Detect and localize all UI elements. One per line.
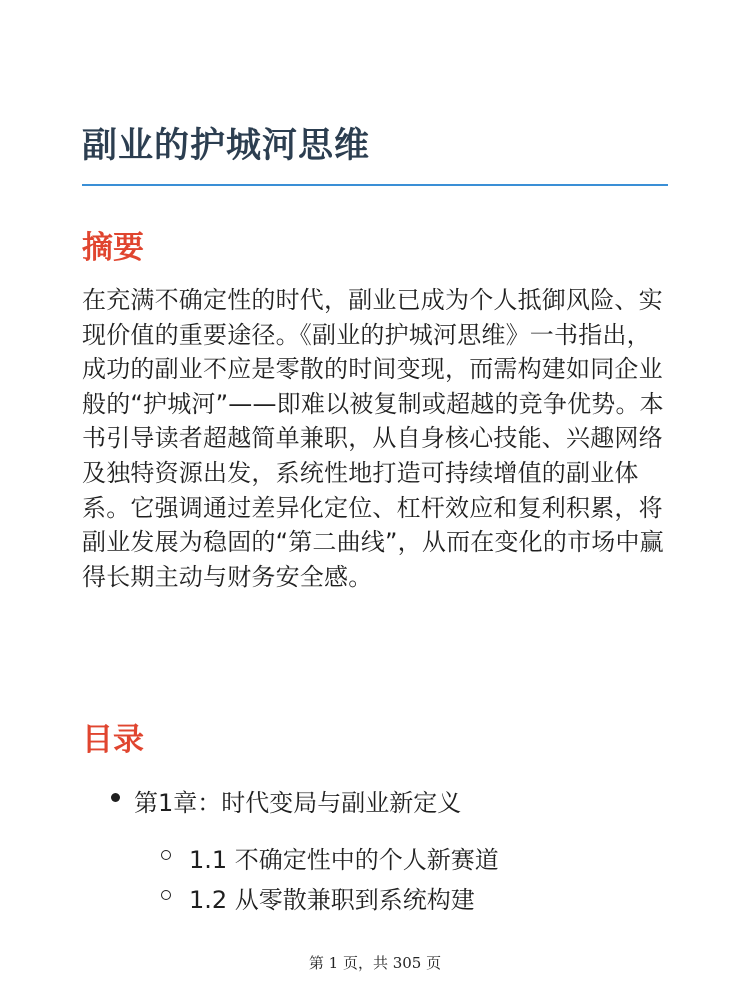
document-title: 副业的护城河思维 [82, 126, 371, 166]
filled-disc-bullet-icon [111, 793, 120, 802]
toc-item-label: 1.2 从零散兼职到系统构建 [189, 886, 475, 914]
toc-item-label: 第1章：时代变局与副业新定义 [134, 789, 462, 817]
title-divider [82, 184, 668, 186]
toc-heading: 目录 [82, 722, 144, 758]
summary-paragraph: 在充满不确定性的时代，副业已成为个人抵御风险、实现价值的重要途径。《副业的护城河思维》一书指出，成功的副业不应是零散的时间变现，而需构建如同企业般的“护城河”——即难以被复制或超越的竞争优势。本书引导读者超越简单兼职，从自身核心技能、兴趣网络及独特资源出发，系统性地打造可持续增值的副业体系。它强调通过差异化定位、杠杆效应和复利积累，将副业发展为稳固的“第二曲线”，从而在变化的市场中赢得长期主动与财务安全感。 [82, 286, 664, 591]
summary-heading: 摘要 [82, 230, 144, 266]
hollow-circle-bullet-icon [161, 850, 171, 860]
toc-item-label: 1.1 不确定性中的个人新赛道 [189, 846, 499, 874]
page-number-footer: 第 1 页，共 305 页 [308, 954, 442, 972]
hollow-circle-bullet-icon [161, 890, 171, 900]
